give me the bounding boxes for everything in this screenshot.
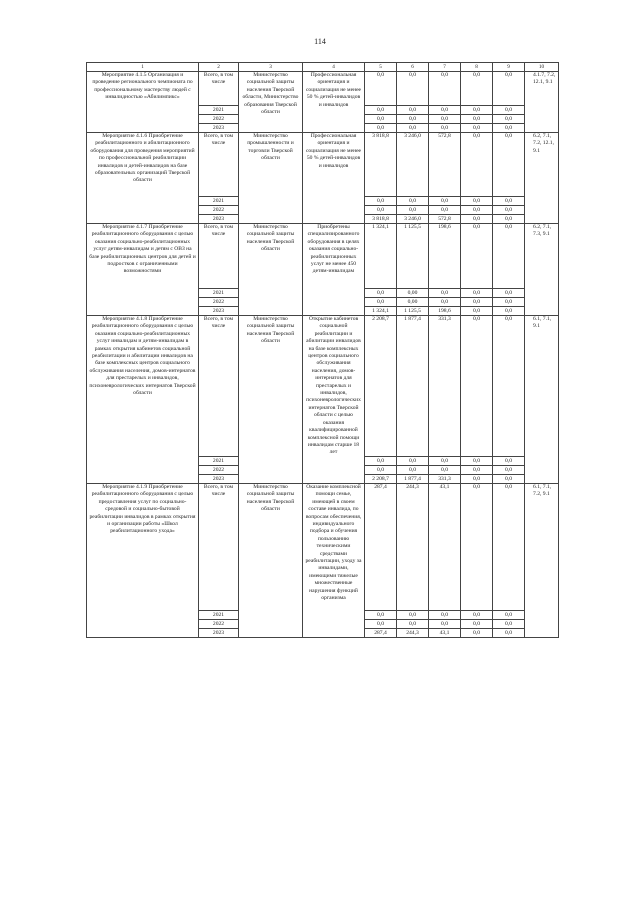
- amount-cell: 0,0: [429, 124, 461, 133]
- year-label: 2022: [199, 466, 239, 475]
- result-indicator: Оказание комплексной помощи семье, имеющей в своем составе инвалида, по вопросам обеспечения, индивидуального подбора и обучения пользованию техническими средствами реабилитации, уходу за инвалидами, имеющими тяжелые множественные нарушения функций организма: [303, 484, 365, 638]
- result-indicator: Открытие кабинетов социальной реабилитации и абилитации инвалидов на базе комплексных центров социального обслуживания населения, домов-интернатов для престарелых и инвалидов, психоневрологических интернатов Тверской области с целью оказания квалифицированной комплексной помощи инвалидам старше 18 лет: [303, 316, 365, 484]
- indicator-codes: 6.1, 7.1, 7.2, 9.1: [525, 484, 559, 638]
- amount-cell: 0,0: [397, 457, 429, 466]
- amount-cell: 1 125,5: [397, 307, 429, 316]
- column-number: 1: [87, 63, 199, 72]
- amount-cell: 0,0: [397, 620, 429, 629]
- amount-cell: 244,3: [397, 484, 429, 611]
- amount-cell: 0,0: [429, 115, 461, 124]
- measure-row: [87, 72, 559, 106]
- amount-cell: 0,0: [461, 307, 493, 316]
- total-label: Всего, в том числе: [199, 133, 239, 197]
- column-number: 9: [493, 63, 525, 72]
- amount-cell: 0,0: [365, 289, 397, 298]
- amount-cell: 0,0: [493, 316, 525, 457]
- amount-cell: 0,0: [365, 115, 397, 124]
- amount-cell: 0,0: [429, 289, 461, 298]
- amount-cell: 287,4: [365, 629, 397, 638]
- column-number-row: [87, 63, 559, 72]
- amount-cell: 3 246,0: [397, 133, 429, 197]
- responsible-ministry: Министерство социальной защиты населения Тверской области: [239, 224, 303, 316]
- amount-cell: 2 208,7: [365, 475, 397, 484]
- column-number: 2: [199, 63, 239, 72]
- total-label: Всего, в том числе: [199, 72, 239, 106]
- year-label: 2021: [199, 197, 239, 206]
- amount-cell: 1 877,4: [397, 316, 429, 457]
- amount-cell: 0,0: [365, 197, 397, 206]
- column-number: 7: [429, 63, 461, 72]
- column-number: 6: [397, 63, 429, 72]
- amount-cell: 0,0: [429, 206, 461, 215]
- total-label: Всего, в том числе: [199, 316, 239, 457]
- amount-cell: 198,6: [429, 307, 461, 316]
- amount-cell: 0,0: [461, 115, 493, 124]
- amount-cell: 0,0: [397, 124, 429, 133]
- indicator-codes: 6.1, 7.1, 9.1: [525, 316, 559, 484]
- amount-cell: 0,0: [397, 206, 429, 215]
- responsible-ministry: Министерство социальной защиты населения Тверской области: [239, 484, 303, 638]
- measure-row: [87, 484, 559, 611]
- amount-cell: 0,0: [461, 124, 493, 133]
- amount-cell: 0,0: [461, 72, 493, 106]
- amount-cell: 0,0: [461, 466, 493, 475]
- result-indicator: Профессиональная ориентация и социализация не менее 50 % детей-инвалидов и инвалидов: [303, 72, 365, 133]
- amount-cell: 0,0: [493, 620, 525, 629]
- amount-cell: 0,0: [461, 629, 493, 638]
- amount-cell: 0,00: [397, 298, 429, 307]
- amount-cell: 0,0: [461, 475, 493, 484]
- year-label: 2023: [199, 475, 239, 484]
- year-label: 2021: [199, 457, 239, 466]
- amount-cell: 0,0: [493, 466, 525, 475]
- amount-cell: 2 208,7: [365, 316, 397, 457]
- year-label: 2022: [199, 206, 239, 215]
- amount-cell: 0,0: [461, 224, 493, 289]
- amount-cell: 0,0: [365, 124, 397, 133]
- amount-cell: 0,0: [493, 475, 525, 484]
- amount-cell: 0,0: [397, 611, 429, 620]
- amount-cell: 0,0: [365, 206, 397, 215]
- amount-cell: 0,0: [493, 115, 525, 124]
- result-indicator: Профессиональная ориентация и социализация не менее 50 % детей-инвалидов и инвалидов: [303, 133, 365, 224]
- amount-cell: 0,0: [493, 611, 525, 620]
- amount-cell: 3 246,0: [397, 215, 429, 224]
- amount-cell: 0,0: [461, 316, 493, 457]
- amount-cell: 0,0: [493, 307, 525, 316]
- amount-cell: 3 818,8: [365, 215, 397, 224]
- amount-cell: 0,0: [397, 466, 429, 475]
- year-label: 2022: [199, 620, 239, 629]
- amount-cell: 0,0: [493, 629, 525, 638]
- amount-cell: 0,0: [365, 72, 397, 106]
- amount-cell: 1 324,1: [365, 307, 397, 316]
- amount-cell: 0,0: [365, 466, 397, 475]
- amount-cell: 0,0: [429, 298, 461, 307]
- responsible-ministry: Министерство социальной защиты населения Тверской области, Министерство образования Тверской области: [239, 72, 303, 133]
- page-number: 114: [314, 37, 326, 46]
- year-label: 2023: [199, 215, 239, 224]
- amount-cell: 198,6: [429, 224, 461, 289]
- amount-cell: 572,8: [429, 215, 461, 224]
- amount-cell: 0,0: [397, 115, 429, 124]
- amount-cell: 0,0: [461, 457, 493, 466]
- result-indicator: Приобретены специализированного оборудования в целях оказания социально-реабилитационных услуг не менее 450 детям-инвалидам: [303, 224, 365, 316]
- year-label: 2021: [199, 106, 239, 115]
- measure-description: Мероприятие 4.1.5 Организация и проведение регионального чемпионата по профессиональному мастерству людей с инвалидностью «Абилимпикс»: [87, 72, 199, 133]
- amount-cell: 43,1: [429, 629, 461, 638]
- amount-cell: 1 877,4: [397, 475, 429, 484]
- year-label: 2022: [199, 115, 239, 124]
- responsible-ministry: Министерство социальной защиты населения Тверской области: [239, 316, 303, 484]
- amount-cell: 331,3: [429, 475, 461, 484]
- amount-cell: 0,0: [461, 215, 493, 224]
- amount-cell: 0,0: [493, 106, 525, 115]
- total-label: Всего, в том числе: [199, 224, 239, 289]
- amount-cell: 0,00: [397, 289, 429, 298]
- amount-cell: 0,0: [461, 484, 493, 611]
- amount-cell: 43,1: [429, 484, 461, 611]
- amount-cell: 0,0: [493, 224, 525, 289]
- column-number: 8: [461, 63, 493, 72]
- amount-cell: 0,0: [365, 298, 397, 307]
- amount-cell: 0,0: [429, 106, 461, 115]
- amount-cell: 0,0: [461, 206, 493, 215]
- measure-description: Мероприятие 4.1.8 Приобретение реабилитационного оборудования с целью оказания социально-реабилитационных услуг инвалидам и детям-инвалидам в рамках открытия кабинетов социальной реабилитации и абилитации инвалидов на базе комплексных центров социального обслуживания населения, домов-интернатов для престарелых и инвалидов, психоневрологических интернатов Тверской области: [87, 316, 199, 484]
- amount-cell: 0,0: [493, 124, 525, 133]
- amount-cell: 0,0: [493, 197, 525, 206]
- amount-cell: 3 818,8: [365, 133, 397, 197]
- amount-cell: 0,0: [397, 197, 429, 206]
- amount-cell: 0,0: [461, 106, 493, 115]
- column-number: 4: [303, 63, 365, 72]
- amount-cell: 0,0: [493, 298, 525, 307]
- amount-cell: 0,0: [493, 457, 525, 466]
- amount-cell: 0,0: [365, 457, 397, 466]
- year-label: 2023: [199, 124, 239, 133]
- amount-cell: 0,0: [493, 133, 525, 197]
- amount-cell: 287,4: [365, 484, 397, 611]
- amount-cell: 0,0: [429, 457, 461, 466]
- amount-cell: 0,0: [461, 289, 493, 298]
- measures-table: [86, 62, 559, 638]
- amount-cell: 0,0: [493, 289, 525, 298]
- year-label: 2023: [199, 307, 239, 316]
- amount-cell: 0,0: [461, 298, 493, 307]
- amount-cell: 0,0: [365, 611, 397, 620]
- amount-cell: 1 324,1: [365, 224, 397, 289]
- measure-description: Мероприятие 4.1.7 Приобретение реабилитационного оборудования с целью оказания социально-реабилитационных услуг детям-инвалидам и детям с ОВЗ на базе реабилитационных центров для детей и подростков с ограниченными возможностями: [87, 224, 199, 316]
- measure-description: Мероприятие 4.1.9 Приобретение реабилитационного оборудования с целью предоставления услуг по социально-средовой и социально-бытовой реабилитации инвалидов в рамках открытия и организации работы «Школ реабилитационного ухода»: [87, 484, 199, 638]
- year-label: 2022: [199, 298, 239, 307]
- total-label: Всего, в том числе: [199, 484, 239, 611]
- amount-cell: 331,3: [429, 316, 461, 457]
- measure-row: [87, 224, 559, 289]
- column-number: 5: [365, 63, 397, 72]
- amount-cell: 0,0: [461, 620, 493, 629]
- column-number: 10: [525, 63, 559, 72]
- amount-cell: 0,0: [429, 611, 461, 620]
- amount-cell: 0,0: [429, 197, 461, 206]
- amount-cell: 0,0: [493, 484, 525, 611]
- measure-row: [87, 316, 559, 457]
- amount-cell: 0,0: [397, 72, 429, 106]
- amount-cell: 0,0: [397, 106, 429, 115]
- amount-cell: 0,0: [461, 611, 493, 620]
- amount-cell: 1 125,5: [397, 224, 429, 289]
- amount-cell: 0,0: [429, 620, 461, 629]
- column-number: 3: [239, 63, 303, 72]
- amount-cell: 244,3: [397, 629, 429, 638]
- amount-cell: 0,0: [429, 72, 461, 106]
- amount-cell: 572,8: [429, 133, 461, 197]
- amount-cell: 0,0: [493, 215, 525, 224]
- measure-description: Мероприятие 4.1.6 Приобретение реабилитационного и абилитационного оборудования для проведения мероприятий по профессиональной реабилитации инвалидов и детей-инвалидов на базе образовательных организаций Тверской области: [87, 133, 199, 224]
- indicator-codes: 4.1.7, 7.2, 12.1, 9.1: [525, 72, 559, 133]
- year-label: 2021: [199, 611, 239, 620]
- responsible-ministry: Министерство промышленности и торговли Тверской области: [239, 133, 303, 224]
- measure-row: [87, 133, 559, 197]
- indicator-codes: 6.2, 7.1, 7.3, 9.1: [525, 224, 559, 316]
- amount-cell: 0,0: [429, 466, 461, 475]
- amount-cell: 0,0: [365, 106, 397, 115]
- amount-cell: 0,0: [493, 206, 525, 215]
- indicator-codes: 6.2, 7.1, 7.2, 12.1, 9.1: [525, 133, 559, 224]
- amount-cell: 0,0: [461, 133, 493, 197]
- year-label: 2021: [199, 289, 239, 298]
- amount-cell: 0,0: [365, 620, 397, 629]
- amount-cell: 0,0: [461, 197, 493, 206]
- year-label: 2023: [199, 629, 239, 638]
- amount-cell: 0,0: [493, 72, 525, 106]
